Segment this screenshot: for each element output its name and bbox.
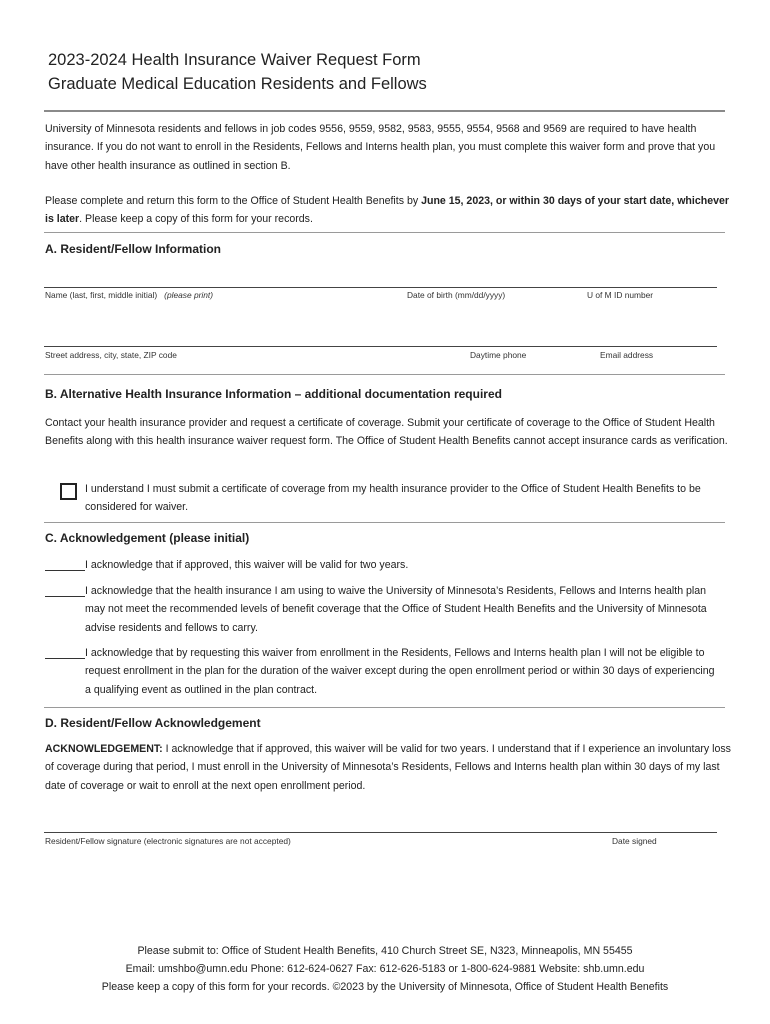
deadline-text-before: Please complete and return this form to the Office of Student Health Benefits by [45,195,422,207]
ack-body: I acknowledge that if approved, this waiver will be valid for two years. I understand that if I experience an involuntary loss of coverage during that period, I must enroll in the University of Minnesota’s Residents, Fellows and Interns health plan within 30 days of my last date of coverage or wait to enroll at the next open enrollment period. [45,743,731,792]
footer-contact: Email: umshbo@umn.edu Phone: 612-624-0627 Fax: 612-626-5183 or 1-800-624-9881 Website: shb.umn.edu [125,963,645,975]
initial-blank-1[interactable] [45,570,85,571]
divider-c [44,522,725,523]
ack-item-1: I acknowledge that if approved, this waiver will be valid for two years. [85,559,409,571]
signature-field[interactable] [44,808,604,832]
address-field[interactable] [44,322,464,346]
date-signed-label: Date signed [612,836,657,846]
umn-id-label: U of M ID number [587,290,654,300]
certificate-checkbox-label: I understand I must submit a certificate of coverage from my health insurance provider to the Office of Student Health Benefits to be considered for waiver. [85,483,701,514]
name-hint: (please print) [164,290,214,300]
initial-blank-3[interactable] [45,658,85,659]
dob-label: Date of birth (mm/dd/yyyy) [407,290,506,300]
section-d-paragraph [45,740,735,795]
divider-a [44,232,725,233]
header-divider [44,110,725,112]
email-label: Email address [600,350,654,360]
address-label: Street address, city, state, ZIP code [45,350,177,360]
dob-field[interactable] [405,262,585,286]
divider-b [44,374,725,375]
section-c-heading: C. Acknowledgement (please initial) [45,531,250,545]
section-a-heading: A. Resident/Fellow Information [45,242,222,256]
row1-field-line [44,287,717,288]
deadline-bold: June 15, 2023, or within 30 days of your start date, whichever is later [45,195,730,226]
section-d-heading: D. Resident/Fellow Acknowledgement [45,716,261,730]
date-signed-field[interactable] [606,808,717,832]
email-field[interactable] [596,322,717,346]
umn-id-field[interactable] [586,262,717,286]
ack-bold-label: ACKNOWLEDGEMENT: [45,743,163,755]
name-field[interactable] [44,262,404,286]
ack-item-2: I acknowledge that the health insurance I am using to waive the University of Minnesota’s Residents, Fellows and Interns health plan may not meet the recommended levels of benefit coverage that the Office of Student Health Benefits and the University of Minnesota advise residents and fellows to carry. [85,585,707,634]
form-subtitle: Graduate Medical Education Residents and Fellows [48,75,427,93]
section-b-paragraph: Contact your health insurance provider and request a certificate of coverage. Submit your certificate of coverage to the Office of Student Health Benefits along with this health insurance waiver request form. The Office of Student Health Benefits cannot accept insurance cards as verification. [45,417,728,448]
name-label-text: Name (last, first, middle initial) [45,290,158,300]
footer-address: Please submit to: Office of Student Health Benefits, 410 Church Street SE, N323, Minneapolis, MN 55455 [137,945,633,957]
initial-blank-2[interactable] [45,596,85,597]
section-b-heading: B. Alternative Health Insurance Information – additional documentation required [45,387,502,401]
divider-d [44,707,725,708]
name-label [45,290,213,300]
footer-copyright: Please keep a copy of this form for your records. ©2023 by the University of Minnesota, Office of Student Health Benefits [101,981,669,993]
certificate-checkbox[interactable] [60,483,77,500]
deadline-text-after: . Please keep a copy of this form for your records. [79,213,313,226]
intro-paragraph: University of Minnesota residents and fellows in job codes 9556, 9559, 9582, 9583, 9555, 9554, 9568 and 9569 are required to have health insurance. If you do not want to enroll in the Residents, Fellows and Interns health plan, you must complete this waiver form and prove that you have other health insurance as outlined in section B. [45,123,716,172]
signature-line [44,832,717,833]
ack-item-3: I acknowledge that by requesting this waiver from enrollment in the Residents, Fellows and Interns health plan I will not be eligible to request enrollment in the plan for the duration of the waiver except during the open enrollment period or within 30 days of experiencing a qualifying event as outlined in the plan contract. [85,647,715,696]
signature-label: Resident/Fellow signature (electronic signatures are not accepted) [45,836,291,846]
row2-field-line [44,346,717,347]
phone-field[interactable] [466,322,594,346]
form-title: 2023-2024 Health Insurance Waiver Request Form [48,51,421,69]
phone-label: Daytime phone [470,350,527,360]
intro-deadline-paragraph [45,192,735,229]
